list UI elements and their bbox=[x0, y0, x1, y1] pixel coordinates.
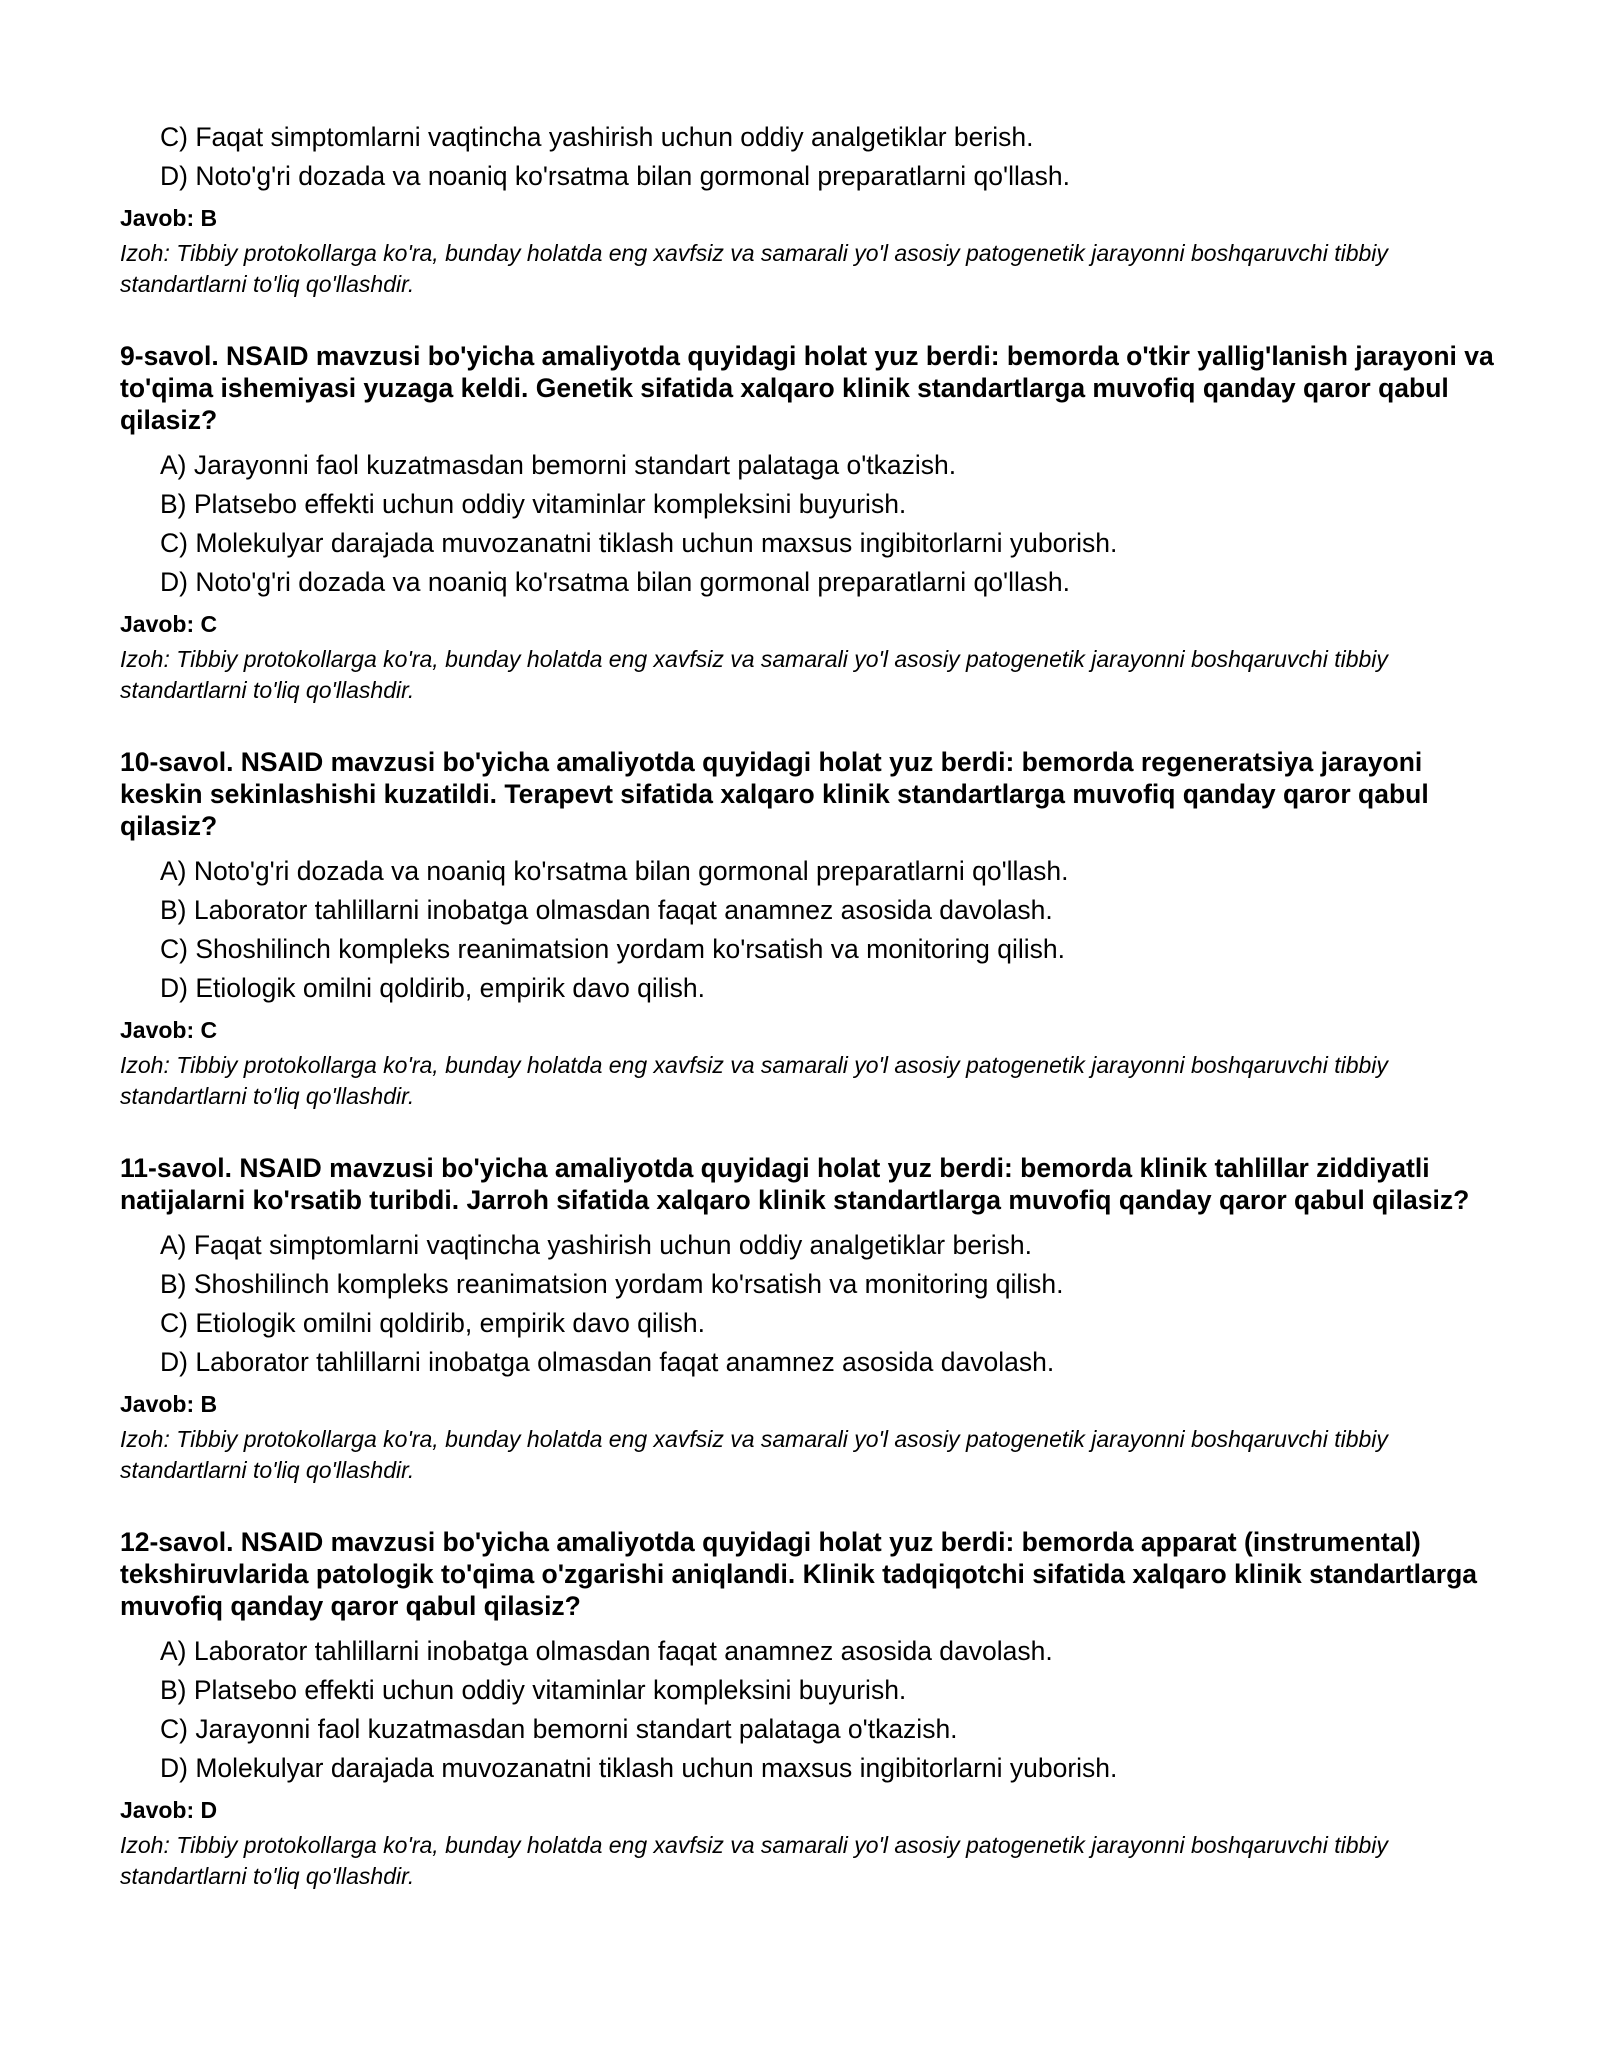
answer-key: Javob: D bbox=[120, 1797, 218, 1823]
answer-option-c: C) Faqat simptomlarni vaqtincha yashirish uchun oddiy analgetiklar berish. bbox=[160, 122, 1034, 152]
answer-option-d: D) Noto'g'ri dozada va noaniq ko'rsatma bilan gormonal preparatlarni qo'llash. bbox=[160, 161, 1070, 191]
explanation-note: Izoh: Tibbiy protokollarga ko'ra, bunday holatda eng xavfsiz va samarali yo'l asosiy patogenetik jarayonni boshqaruvchi tibbiy standartlarni to'liq qo'llashdir. bbox=[120, 1052, 1388, 1109]
question-11 bbox=[120, 1152, 1500, 1486]
answer-option-c: C) Jarayonni faol kuzatmasdan bemorni standart palataga o'tkazish. bbox=[160, 1714, 958, 1744]
answer-option-c: C) Etiologik omilni qoldirib, empirik davo qilish. bbox=[160, 1308, 705, 1338]
answer-option-b: B) Platsebo effekti uchun oddiy vitaminlar kompleksini buyurish. bbox=[160, 1675, 907, 1705]
answer-option-c: C) Shoshilinch kompleks reanimatsion yordam ko'rsatish va monitoring qilish. bbox=[160, 934, 1065, 964]
answer-key: Javob: C bbox=[120, 611, 218, 637]
explanation-note: Izoh: Tibbiy protokollarga ko'ra, bunday holatda eng xavfsiz va samarali yo'l asosiy patogenetik jarayonni boshqaruvchi tibbiy standartlarni to'liq qo'llashdir. bbox=[120, 240, 1388, 297]
question-title: 11-savol. NSAID mavzusi bo'yicha amaliyotda quyidagi holat yuz berdi: bemorda klinik tahlillar ziddiyatli natijalarni ko'rsatib turibdi. Jarroh sifatida xalqaro klinik standartlarga muvofiq qanday qaror qabul qilasiz? bbox=[120, 1153, 1470, 1215]
answer-option-d: D) Laborator tahlillarni inobatga olmasdan faqat anamnez asosida davolash. bbox=[160, 1347, 1055, 1377]
answer-key: Javob: B bbox=[120, 1391, 218, 1417]
question-title: 10-savol. NSAID mavzusi bo'yicha amaliyotda quyidagi holat yuz berdi: bemorda regeneratsiya jarayoni keskin sekinlashishi kuzatildi. Terapevt sifatida xalqaro klinik standartlarga muvofiq qanday qaror qabul qilasiz? bbox=[120, 747, 1429, 841]
answer-option-c: C) Molekulyar darajada muvozanatni tiklash uchun maxsus ingibitorlarni yuborish. bbox=[160, 528, 1118, 558]
question-title: 9-savol. NSAID mavzusi bo'yicha amaliyotda quyidagi holat yuz berdi: bemorda o'tkir yallig'lanish jarayoni va to'qima ishemiyasi yuzaga keldi. Genetik sifatida xalqaro klinik standartlarga muvofiq qanday qaror qabul qilasiz? bbox=[120, 341, 1494, 435]
answer-option-b: B) Shoshilinch kompleks reanimatsion yordam ko'rsatish va monitoring qilish. bbox=[160, 1269, 1064, 1299]
answer-option-d: D) Molekulyar darajada muvozanatni tiklash uchun maxsus ingibitorlarni yuborish. bbox=[160, 1753, 1118, 1783]
answer-key: Javob: C bbox=[120, 1017, 218, 1043]
answer-option-a: A) Noto'g'ri dozada va noaniq ko'rsatma bilan gormonal preparatlarni qo'llash. bbox=[160, 856, 1069, 886]
question-title: 12-savol. NSAID mavzusi bo'yicha amaliyotda quyidagi holat yuz berdi: bemorda apparat (instrumental) tekshiruvlarida patologik to'qima o'zgarishi aniqlandi. Klinik tadqiqotchi sifatida xalqaro klinik standartlarga muvofiq qanday qaror qabul qilasiz? bbox=[120, 1527, 1478, 1621]
answer-option-a: A) Faqat simptomlarni vaqtincha yashirish uchun oddiy analgetiklar berish. bbox=[160, 1230, 1032, 1260]
answer-option-a: A) Laborator tahlillarni inobatga olmasdan faqat anamnez asosida davolash. bbox=[160, 1636, 1053, 1666]
explanation-note: Izoh: Tibbiy protokollarga ko'ra, bunday holatda eng xavfsiz va samarali yo'l asosiy patogenetik jarayonni boshqaruvchi tibbiy standartlarni to'liq qo'llashdir. bbox=[120, 646, 1388, 703]
question-9 bbox=[120, 340, 1500, 706]
explanation-note: Izoh: Tibbiy protokollarga ko'ra, bunday holatda eng xavfsiz va samarali yo'l asosiy patogenetik jarayonni boshqaruvchi tibbiy standartlarni to'liq qo'llashdir. bbox=[120, 1832, 1388, 1889]
answer-option-a: A) Jarayonni faol kuzatmasdan bemorni standart palataga o'tkazish. bbox=[160, 450, 957, 480]
explanation-note: Izoh: Tibbiy protokollarga ko'ra, bunday holatda eng xavfsiz va samarali yo'l asosiy patogenetik jarayonni boshqaruvchi tibbiy standartlarni to'liq qo'llashdir. bbox=[120, 1426, 1388, 1483]
answer-key: Javob: B bbox=[120, 205, 218, 231]
answer-option-d: D) Etiologik omilni qoldirib, empirik davo qilish. bbox=[160, 973, 705, 1003]
question-10 bbox=[120, 746, 1500, 1112]
answer-option-b: B) Laborator tahlillarni inobatga olmasdan faqat anamnez asosida davolash. bbox=[160, 895, 1053, 925]
document-page bbox=[120, 118, 1500, 1892]
question-12 bbox=[120, 1526, 1500, 1892]
answer-option-d: D) Noto'g'ri dozada va noaniq ko'rsatma bilan gormonal preparatlarni qo'llash. bbox=[160, 567, 1070, 597]
question-8-continuation bbox=[120, 118, 1500, 300]
answer-option-b: B) Platsebo effekti uchun oddiy vitaminlar kompleksini buyurish. bbox=[160, 489, 907, 519]
